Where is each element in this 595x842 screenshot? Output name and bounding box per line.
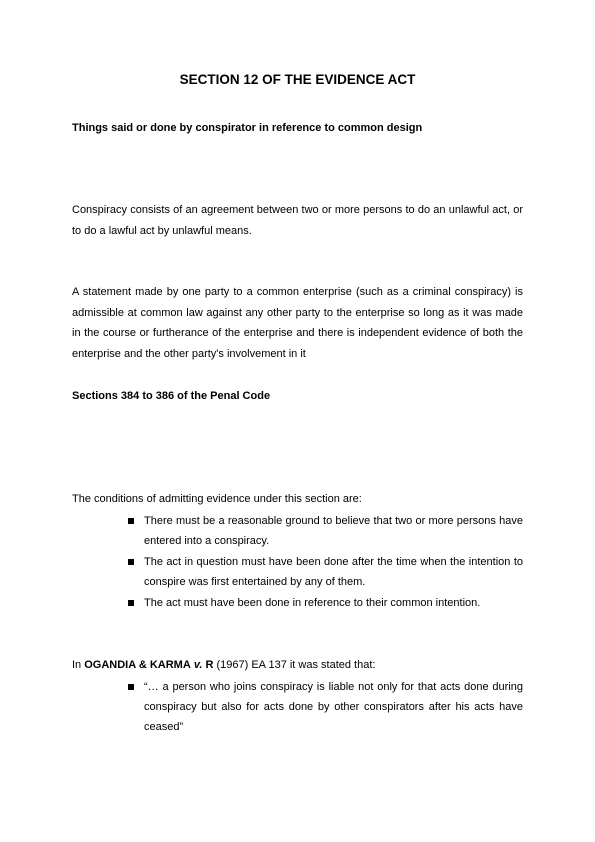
list-item [126, 552, 523, 592]
bullet-square-icon [128, 684, 134, 690]
list-item [126, 593, 523, 613]
case-citation: (1967) EA 137 it was stated that: [213, 659, 376, 671]
list-item [126, 511, 523, 551]
quote-list [126, 677, 523, 738]
bullet-square-icon [128, 559, 134, 565]
case-reference [72, 655, 375, 676]
paragraph-conspiracy-definition: Conspiracy consists of an agreement between two or more persons to do an unlawful act, or to do a lawful act by unlawful means. [72, 204, 523, 237]
condition-text: The act must have been done in reference to their common intention. [144, 597, 481, 609]
document-title: SECTION 12 OF THE EVIDENCE ACT [179, 72, 416, 87]
penal-code-heading: Sections 384 to 386 of the Penal Code [72, 390, 271, 402]
condition-text: There must be a reasonable ground to believe that two or more persons have entered into a conspiracy. [144, 515, 523, 547]
paragraph-statement-admissibility: A statement made by one party to a common enterprise (such as a criminal conspiracy) is admissible at common law against any other party to the enterprise so long as it was made in the course or furtherance of the enterprise and there is independent evidence of both the enterprise and the other party's involvement in it [72, 286, 523, 360]
bullet-square-icon [128, 518, 134, 524]
bullet-square-icon [128, 600, 134, 606]
conditions-list [126, 511, 523, 614]
conditions-intro: The conditions of admitting evidence under this section are: [72, 493, 362, 505]
case-quote: “… a person who joins conspiracy is liable not only for that acts done during conspiracy but also for acts done by other conspirators after his acts have ceased” [144, 681, 523, 733]
case-prefix: In [72, 659, 85, 671]
list-item [126, 677, 523, 737]
case-versus: v. [193, 659, 203, 671]
condition-text: The act in question must have been done after the time when the intention to conspire was first entertained by any of them. [144, 556, 523, 588]
case-respondent: R [205, 659, 214, 671]
section-subtitle: Things said or done by conspirator in reference to common design [72, 122, 423, 134]
case-parties: OGANDIA & KARMA [84, 659, 191, 671]
